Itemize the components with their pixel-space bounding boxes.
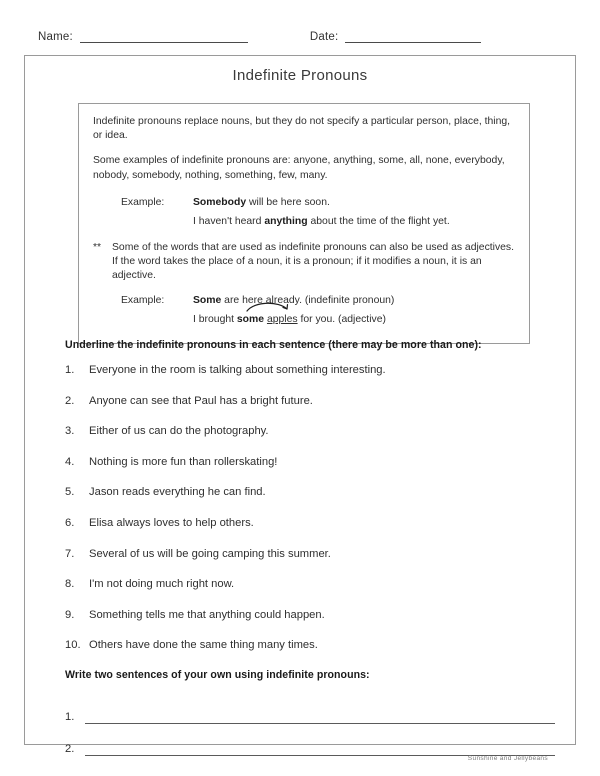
item-number: 1. <box>65 364 75 376</box>
double-asterisk-marker: ** <box>93 241 102 253</box>
definition-paragraph-2: Some examples of indefinite pronouns are: anyone, anything, some, all, none, everybody, nobody, somebody, nothing, something, few, many. <box>93 155 505 181</box>
list-item[interactable] <box>65 548 545 579</box>
example-4-bold-word: some <box>236 314 265 326</box>
answer-line-row[interactable] <box>65 724 555 756</box>
name-label: Name: <box>38 31 73 43</box>
name-input-line[interactable] <box>80 30 248 43</box>
example-row-3 <box>121 292 515 309</box>
directions-write: Write two sentences of your own using indefinite pronouns: <box>65 669 370 681</box>
answer-line-row[interactable] <box>65 692 555 724</box>
example-2-bold-word: anything <box>264 215 308 227</box>
example-3-rest: are here already. (indefinite pronoun) <box>221 295 395 307</box>
item-number: 3. <box>65 425 75 438</box>
item-number: 10. <box>65 639 81 652</box>
list-item[interactable] <box>65 517 545 548</box>
example-row-2 <box>121 213 515 230</box>
definition-paragraph-1: Indefinite pronouns replace nouns, but they do not specify a particular person, place, thing, or idea. <box>93 116 511 142</box>
answer-write-line[interactable] <box>85 741 555 756</box>
item-text: Anyone can see that Paul has a bright future. <box>89 394 313 407</box>
example-4-rest: for you. (adjective) <box>297 314 386 326</box>
item-text: Something tells me that anything could happen. <box>89 608 325 621</box>
item-text: Others have done the same thing many times. <box>89 639 318 652</box>
example-4-pre: I brought <box>193 314 237 326</box>
item-text: Nothing is more fun than rollerskating! <box>89 455 278 468</box>
list-item[interactable] <box>65 425 545 456</box>
item-number: 5. <box>65 486 75 499</box>
item-number: 9. <box>65 608 75 621</box>
example-1-bold-word: Somebody <box>193 196 247 208</box>
list-item[interactable] <box>65 486 545 517</box>
example-label: Example: <box>121 196 165 208</box>
date-input-line[interactable] <box>345 30 481 43</box>
example-sentence-2 <box>193 213 450 230</box>
modifier-arrow-group <box>237 311 264 328</box>
date-label: Date: <box>309 31 339 43</box>
page-title: Indefinite Pronouns <box>232 67 368 84</box>
item-text: Several of us will be going camping this summer. <box>89 547 331 560</box>
curved-arrow-icon <box>245 300 299 314</box>
item-text: I'm not doing much right now. <box>89 578 235 591</box>
answer-number: 2. <box>65 743 75 755</box>
item-number: 6. <box>65 516 75 529</box>
directions-underline: Underline the indefinite pronouns in each sentence (there may be more than one): <box>65 339 482 351</box>
answer-number: 1. <box>65 711 75 723</box>
list-item[interactable] <box>65 456 545 487</box>
example-2-pre: I haven't heard <box>193 215 265 227</box>
practice-sentence-list <box>65 364 545 670</box>
definition-box <box>78 103 530 344</box>
item-text: Everyone in the room is talking about something interesting. <box>89 364 386 376</box>
example-sentence-1 <box>193 194 330 211</box>
list-item[interactable] <box>65 609 545 640</box>
list-item[interactable] <box>65 364 545 395</box>
item-number: 7. <box>65 547 75 560</box>
list-item[interactable] <box>65 639 545 670</box>
answer-line-list <box>65 692 555 756</box>
item-text: Jason reads everything he can find. <box>89 486 266 499</box>
list-item[interactable] <box>65 395 545 426</box>
item-number: 4. <box>65 455 75 468</box>
example-row-1 <box>121 194 515 211</box>
example-2-rest: about the time of the flight yet. <box>307 215 450 227</box>
example-3-bold-word: Some <box>193 295 222 307</box>
example-1-rest: will be here soon. <box>246 196 330 208</box>
example-4-underlined-word: apples <box>266 314 298 326</box>
student-info-header <box>38 30 568 43</box>
adjective-note-text: Some of the words that are used as indefinite pronouns can also be used as adjectives. If the word takes the place of a noun, it is a pronoun; if it modifies a noun, it is an adjective. <box>112 241 515 282</box>
answer-write-line[interactable] <box>85 709 555 724</box>
example-sentence-4 <box>193 311 386 328</box>
list-item[interactable] <box>65 578 545 609</box>
example-row-4 <box>121 311 515 328</box>
adjective-note <box>93 241 515 284</box>
footer-credit: Sunshine and Jellybeans <box>467 755 548 762</box>
item-number: 2. <box>65 394 75 407</box>
item-text: Either of us can do the photography. <box>89 425 269 438</box>
example-label-2: Example: <box>121 295 165 307</box>
item-text: Elisa always loves to help others. <box>89 516 254 529</box>
item-number: 8. <box>65 578 75 591</box>
worksheet-page-frame <box>24 55 576 755</box>
